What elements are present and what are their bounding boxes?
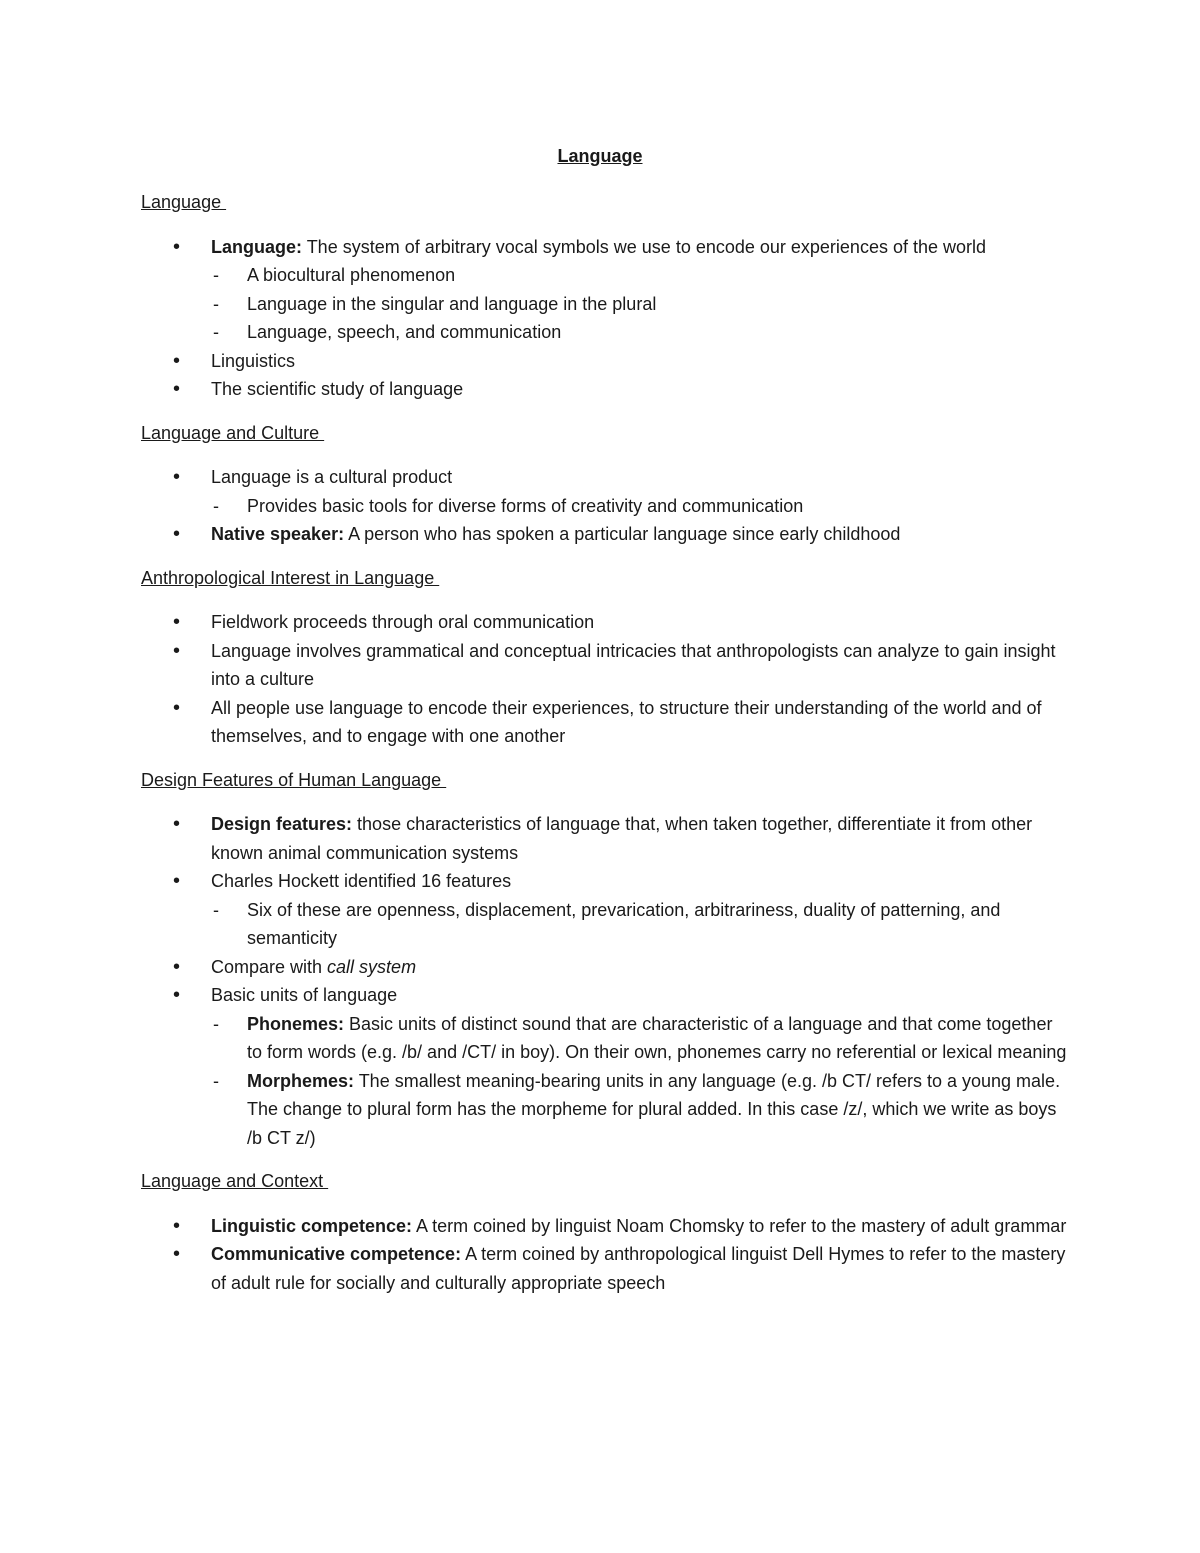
bullet-item — [141, 375, 1071, 404]
bullet-text: Linguistics — [211, 350, 296, 371]
bullet-text: The scientific study of language — [211, 379, 464, 399]
dash-item — [211, 1067, 1071, 1153]
bullet-item — [141, 463, 1071, 520]
bullet-item — [141, 233, 1071, 347]
bullet-item — [141, 953, 1071, 982]
section-heading: Language and Context — [141, 1171, 329, 1191]
bullet-list — [141, 1212, 1071, 1298]
section-heading: Anthropological Interest in Language — [141, 567, 440, 588]
bullet-list — [141, 233, 1071, 404]
section-heading: Design Features of Human Language — [141, 769, 447, 790]
dash-item: - Provides basic tools for diverse forms of creativity and communication — [211, 492, 1071, 521]
bullet-text: Basic units of language — [211, 985, 398, 1005]
bullet-item — [141, 347, 1071, 376]
bullet-item — [141, 1212, 1071, 1241]
dash-item: - Language, speech, and communication — [211, 318, 1071, 347]
bullet-text: Charles Hockett identified 16 features — [211, 871, 512, 891]
section-language — [141, 188, 1071, 404]
document-title: Language — [557, 146, 643, 166]
dash-item: - Six of these are openness, displacement, prevarication, arbitrariness, duality of patterning, and semanticity — [211, 896, 1071, 953]
italic-term: call system — [327, 956, 417, 977]
section-language-and-culture — [141, 419, 1071, 549]
bullet-text: Compare with — [211, 956, 328, 977]
dash-item: - A biocultural phenomenon — [211, 261, 1071, 290]
bullet-item — [141, 637, 1071, 694]
bullet-list — [141, 810, 1071, 1152]
bullet-text: Fieldwork proceeds through oral communication — [211, 612, 595, 632]
bullet-text: The system of arbitrary vocal symbols we use to encode our experiences of the world — [302, 236, 987, 257]
section-heading: Language and Culture — [141, 422, 325, 443]
bullet-text: Language involves grammatical and conceptual intricacies that anthropologists can analyze to gain insight into a culture — [211, 640, 1056, 689]
document-body — [141, 188, 1071, 1312]
dash-item: - Language in the singular and language in the plural — [211, 290, 1071, 319]
dash-list — [211, 261, 1071, 347]
bullet-list — [141, 608, 1071, 751]
section-heading: Language — [141, 192, 227, 212]
term-label: Design features: — [211, 814, 353, 834]
dash-list — [211, 1010, 1071, 1153]
bullet-text: those characteristics of language that, when taken together, differentiate it from other known animal communication systems — [211, 814, 1033, 863]
term-label: Language: — [211, 236, 303, 257]
bullet-text: Language is a cultural product — [211, 467, 453, 487]
term-label: Morphemes: — [247, 1070, 355, 1091]
bullet-item — [141, 608, 1071, 637]
bullet-item — [141, 694, 1071, 751]
dash-text: The smallest meaning-bearing units in any language (e.g. /b CT/ refers to a young male. The change to plural form has the morpheme for plural added. In this case /z/, which we write as boys /b CT z/) — [247, 1070, 1061, 1148]
bullet-text: A term coined by linguist Noam Chomsky to refer to the mastery of adult grammar — [412, 1215, 1067, 1236]
dash-text: Basic units of distinct sound that are characteristic of a language and that come together to form words (e.g. /b/ and /CT/ in boy). On their own, phonemes carry no referential or lexical meaning — [247, 1013, 1067, 1062]
term-label: Linguistic competence: — [211, 1215, 413, 1236]
term-label: Native speaker: — [211, 524, 345, 544]
bullet-text: A term coined by anthropological linguist Dell Hymes to refer to the mastery of adult rule for socially and culturally appropriate speech — [211, 1244, 1066, 1293]
term-label: Communicative competence: — [211, 1244, 462, 1264]
section-design-features — [141, 766, 1071, 1153]
bullet-item — [141, 981, 1071, 1152]
bullet-text: A person who has spoken a particular language since early childhood — [344, 524, 901, 544]
dash-list — [211, 492, 1071, 521]
bullet-list — [141, 463, 1071, 549]
bullet-text: All people use language to encode their experiences, to structure their understanding of the world and of themselves, and to engage with one another — [211, 697, 1042, 746]
bullet-item — [141, 520, 1071, 549]
bullet-item — [141, 810, 1071, 867]
section-language-and-context — [141, 1167, 1071, 1297]
term-label: Phonemes: — [247, 1013, 345, 1034]
section-anthropological-interest — [141, 564, 1071, 751]
bullet-item — [141, 867, 1071, 953]
dash-item — [211, 1010, 1071, 1067]
dash-list — [211, 896, 1071, 953]
bullet-item — [141, 1240, 1071, 1297]
